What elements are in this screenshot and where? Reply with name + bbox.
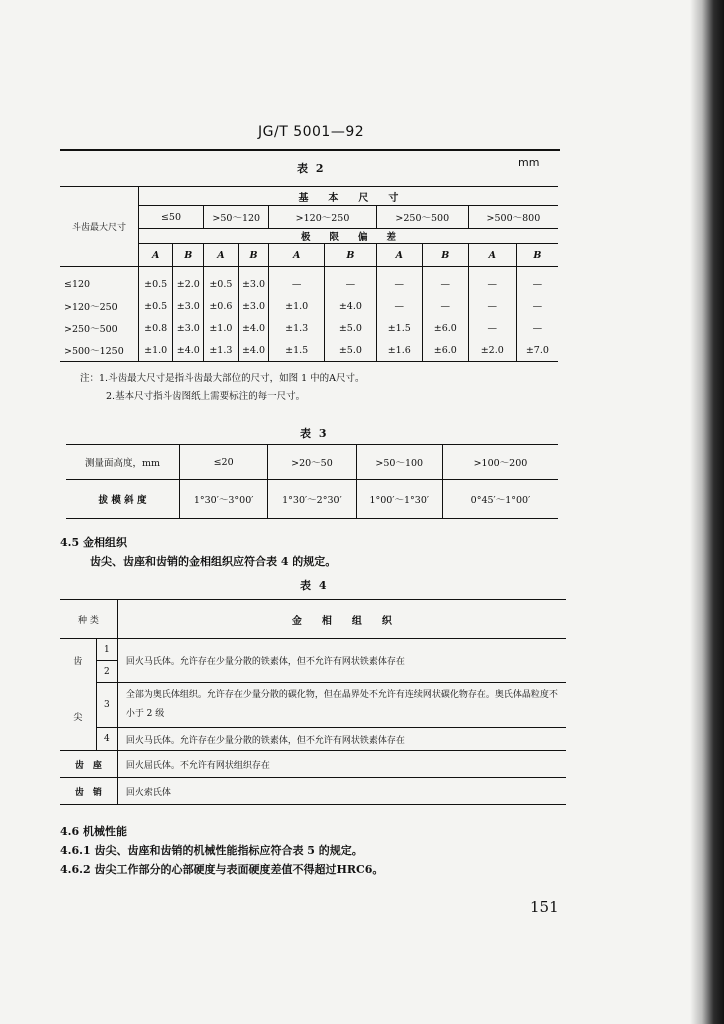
table2-cell: ±1.5 (269, 339, 325, 362)
table2-cell: ±4.0 (173, 339, 204, 362)
table2-range-5: >500～800 (468, 206, 558, 229)
table2-row (60, 317, 558, 339)
table4-seat-label: 齿 座 (60, 751, 117, 778)
table3-draft-2: 1°30′～2°30′ (268, 480, 356, 519)
table2-cell: ±6.0 (422, 317, 468, 339)
section-4-6-heading: 4.6 机械性能 (60, 825, 127, 838)
table2-range-4: >250～500 (376, 206, 468, 229)
table4-row-num: 4 (96, 728, 117, 751)
table2-cell: ±4.0 (324, 295, 376, 317)
table2-cell: ±1.3 (204, 339, 239, 362)
table4-row-text: 回火马氏体。允许存在少量分散的铁素体，但不允许有网状铁素体存在 (117, 728, 566, 751)
table2-group-header: 基 本 尺 寸 (138, 187, 558, 206)
table4-pin-text: 回火索氏体 (117, 778, 566, 805)
table2-cell: ±4.0 (238, 339, 269, 362)
table2-cell: ±3.0 (238, 267, 269, 296)
table2-row (60, 267, 558, 296)
table2-cell: ±2.0 (468, 339, 516, 362)
table2-body (60, 267, 558, 362)
section-4-5-text: 齿尖、齿座和齿销的金相组织应符合表 4 的规定。 (90, 555, 337, 568)
table3-height-2: >20～50 (268, 445, 356, 480)
table2-cell: ±1.0 (269, 295, 325, 317)
table3-height-3: >50～100 (356, 445, 442, 480)
table4-kind-header: 种 类 (60, 600, 117, 639)
table2-row-label: >500～1250 (60, 339, 138, 362)
table4-group-label-1: 齿 (73, 657, 83, 668)
table2-cell: ±0.6 (204, 295, 239, 317)
table2 (60, 186, 558, 362)
table2-sub-b: B (516, 244, 558, 267)
doc-code-header: JG/T 5001—92 (258, 124, 365, 140)
table3-draft-1: 1°30′～3°00′ (179, 480, 267, 519)
section-4-6-1: 4.6.1 齿尖、齿座和齿销的机械性能指标应符合表 5 的规定。 (60, 844, 363, 857)
table2-row (60, 295, 558, 317)
table2-range-2: >50～120 (204, 206, 269, 229)
table2-cell: ±6.0 (422, 339, 468, 362)
table2-note-1: 注：1.斗齿最大尺寸是指斗齿最大部位的尺寸，如图 1 中的A尺寸。 (80, 373, 365, 384)
table3-height-1: ≤20 (179, 445, 267, 480)
table2-tolerance-header: 极 限 偏 差 (138, 229, 558, 244)
table4-row-num: 3 (96, 683, 117, 728)
table4-group-label-2: 尖 (60, 683, 96, 751)
table2-cell: ±3.0 (238, 295, 269, 317)
table2-cell: — (516, 317, 558, 339)
table2-row (60, 339, 558, 362)
table2-sub-b: B (422, 244, 468, 267)
table2-cell: ±1.0 (138, 339, 173, 362)
table2-range-3: >120～250 (269, 206, 376, 229)
table2-cell: — (376, 267, 422, 296)
table2-cell: — (468, 267, 516, 296)
table3-caption: 表 3 (300, 427, 329, 440)
table2-cell: ±0.5 (138, 295, 173, 317)
section-4-5-heading: 4.5 金相组织 (60, 536, 127, 549)
table2-sub-b: B (324, 244, 376, 267)
table2-cell: ±7.0 (516, 339, 558, 362)
table2-note-2: 2.基本尺寸指斗齿图纸上需要标注的每一尺寸。 (106, 391, 306, 402)
table2-row-label: >120～250 (64, 302, 118, 313)
table2-sub-b: B (238, 244, 269, 267)
table2-cell: — (422, 295, 468, 317)
table2-cell: — (516, 295, 558, 317)
header-rule (60, 149, 560, 151)
table3-height-4: >100～200 (442, 445, 558, 480)
scan-shadow-edge (690, 0, 724, 1024)
table2-range-1: ≤50 (138, 206, 203, 229)
table2-sub-a: A (468, 244, 516, 267)
table2-cell: ±3.0 (173, 295, 204, 317)
table2-sub-a: A (204, 244, 239, 267)
table2-unit: mm (518, 156, 540, 169)
table2-cell: ±2.0 (173, 267, 204, 296)
table2-cell: — (376, 295, 422, 317)
table2-cell: — (516, 267, 558, 296)
table2-cell: ±1.0 (204, 317, 239, 339)
table2-row-label: >250～500 (64, 324, 118, 335)
table2-row-header: 斗齿最大尺寸 (60, 187, 138, 267)
table2-cell: — (468, 295, 516, 317)
table4-row-num: 1 (96, 639, 117, 661)
table3 (66, 444, 558, 519)
table2-sub-b: B (173, 244, 204, 267)
table4-caption: 表 4 (300, 579, 329, 592)
table2-row-label: ≤120 (64, 278, 91, 290)
table2-cell: — (324, 267, 376, 296)
section-4-6-2: 4.6.2 齿尖工作部分的心部硬度与表面硬度差值不得超过HRC6。 (60, 863, 384, 876)
table4-seat-text: 回火屈氏体。不允许有网状组织存在 (117, 751, 566, 778)
table2-cell: ±1.6 (376, 339, 422, 362)
table2-cell: ±1.3 (269, 317, 325, 339)
table2-cell: ±4.0 (238, 317, 269, 339)
table4-pin-label: 齿 销 (60, 778, 117, 805)
table3-draft-3: 1°00′～1°30′ (356, 480, 442, 519)
table2-sub-a: A (138, 244, 173, 267)
table4-row-text: 回火马氏体。允许存在少量分散的铁素体，但不允许有网状铁素体存在 (117, 639, 566, 683)
table4-row-text: 全部为奥氏体组织。允许存在少量分散的碳化物，但在晶界处不允许有连续网状碳化物存在。奥氏体晶粒度不小于 2 级 (117, 683, 566, 728)
table4-structure-header: 金 相 组 织 (117, 600, 566, 639)
table2-caption: 表 2 (297, 162, 326, 175)
table2-cell: — (269, 267, 325, 296)
table2-sub-a: A (269, 244, 325, 267)
table3-draft-4: 0°45′～1°00′ (442, 480, 558, 519)
table2-cell: ±5.0 (324, 317, 376, 339)
table2-sub-a: A (376, 244, 422, 267)
table2-cell: ±3.0 (173, 317, 204, 339)
page-number: 151 (530, 898, 559, 916)
table2-cell: — (468, 317, 516, 339)
table4-row-num: 2 (96, 661, 117, 683)
table2-cell: — (422, 267, 468, 296)
table2-cell: ±0.8 (138, 317, 173, 339)
table2-cell: ±0.5 (138, 267, 173, 296)
table3-height-label: 测量面高度，mm (66, 445, 179, 480)
table2-cell: ±0.5 (204, 267, 239, 296)
table4 (60, 599, 566, 805)
table2-cell: ±5.0 (324, 339, 376, 362)
table2-cell: ±1.5 (376, 317, 422, 339)
table3-draft-label: 拔 模 斜 度 (66, 480, 179, 519)
